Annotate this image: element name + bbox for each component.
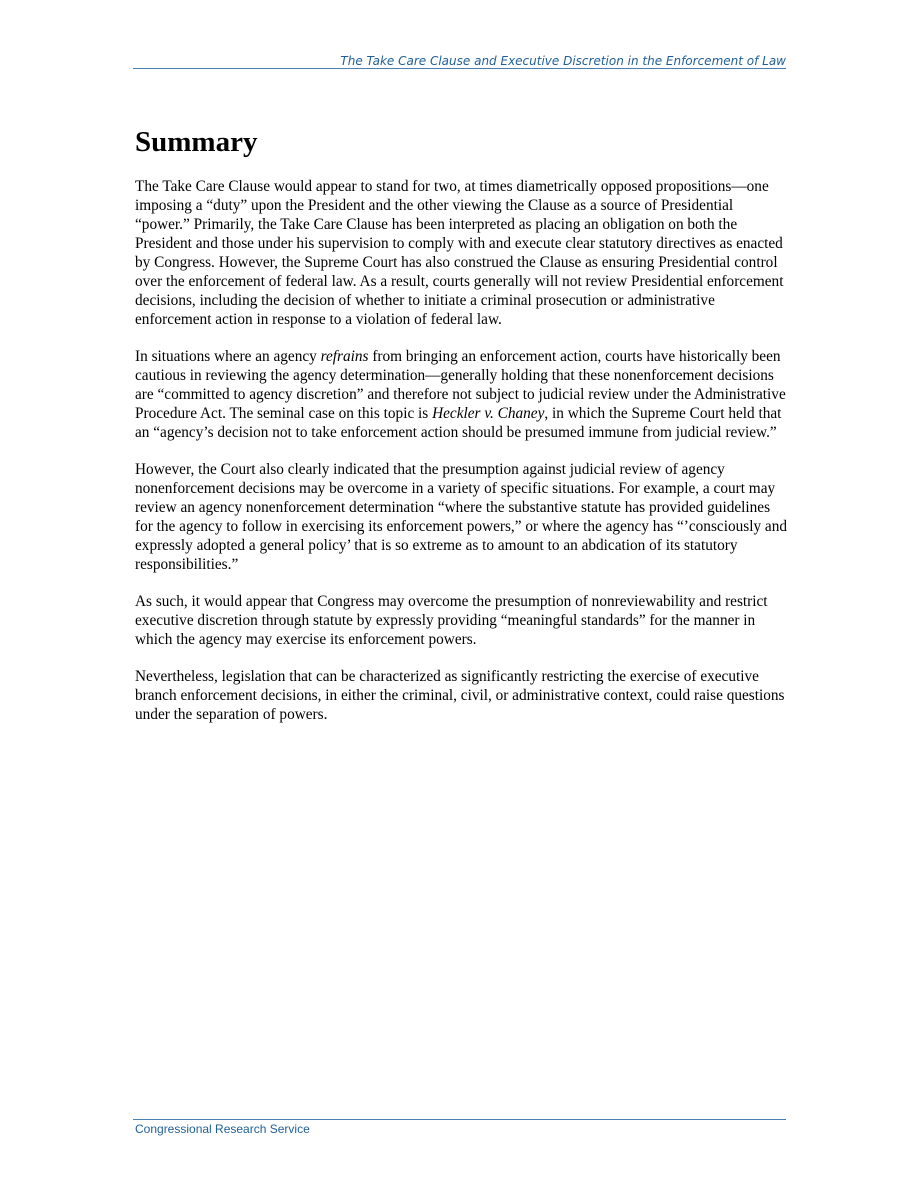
summary-paragraph-1: [135, 177, 787, 329]
summary-paragraph-4: [135, 592, 787, 649]
paragraph-text: However, the Court also clearly indicated that the presumption against judicial review of agency nonenforcement decisions may be overcome in a variety of specific situations. For example, a court may review an agency nonenforcement determination “where the substantive statute has provided guidelines for the agency to follow in exercising its enforcement powers,” or where the agency has “’consciously and expressly adopted a general policy’ that is so extreme as to amount to an abdication of its statutory responsibilities.”: [135, 461, 788, 573]
paragraph-text: In situations where an agency: [135, 348, 321, 365]
summary-paragraph-5: [135, 667, 787, 724]
summary-paragraph-2: [135, 347, 787, 442]
summary-body: [135, 177, 787, 742]
case-name-heckler-v-chaney: Heckler v. Chaney: [432, 405, 545, 422]
summary-paragraph-3: [135, 460, 787, 574]
paragraph-text: , in which the Supreme Court held that an “agency’s decision not to take enforcement action should be presumed immune from judicial review.”: [135, 405, 782, 441]
footer-organization: Congressional Research Service: [135, 1122, 310, 1136]
running-header-title: The Take Care Clause and Executive Discretion in the Enforcement of Law: [340, 54, 786, 68]
paragraph-text: Nevertheless, legislation that can be characterized as significantly restricting the exercise of executive branch enforcement decisions, in either the criminal, civil, or administrative context, could raise questions under the separation of powers.: [135, 668, 785, 723]
footer-divider: [133, 1119, 786, 1120]
paragraph-text: As such, it would appear that Congress may overcome the presumption of nonreviewability and restrict executive discretion through statute by expressly providing “meaningful standards” for the manner in which the agency may exercise its enforcement powers.: [135, 593, 768, 648]
page-title: Summary: [135, 126, 258, 158]
paragraph-text: The Take Care Clause would appear to stand for two, at times diametrically opposed propositions—one imposing a “duty” upon the President and the other viewing the Clause as a source of Presidential “power.” Primarily, the Take Care Clause has been interpreted as placing an obligation on both the President and those under his supervision to comply with and execute clear statutory directives as enacted by Congress. However, the Supreme Court has also construed the Clause as ensuring Presidential control over the enforcement of federal law. As a result, courts generally will not review Presidential enforcement decisions, including the decision of whether to initiate a criminal prosecution or administrative enforcement action in response to a violation of federal law.: [135, 178, 784, 328]
emphasis-refrains: refrains: [320, 348, 369, 365]
header-divider: [133, 68, 786, 69]
paragraph-text: from bringing an enforcement action, courts have historically been cautious in reviewing the agency determination—generally holding that these nonenforcement decisions are “committed to agency discretion” and therefore not subject to judicial review under the Administrative Procedure Act. The seminal case on this topic is: [135, 348, 786, 422]
